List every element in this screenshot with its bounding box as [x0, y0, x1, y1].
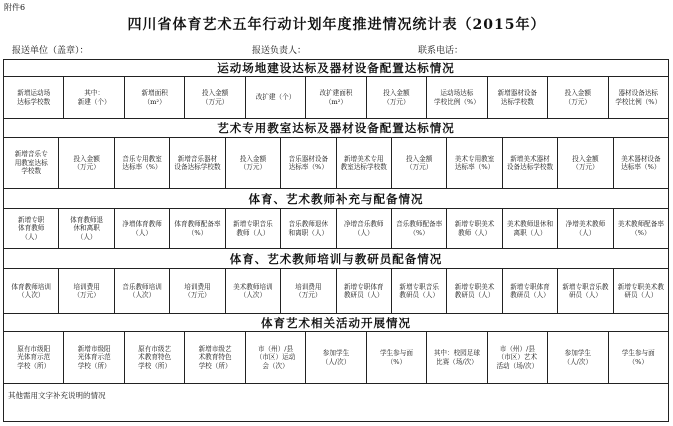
- reporting-unit-label: 报送单位（盖章）：: [12, 46, 89, 56]
- column-header-cell: 美术专用教室 达标率（%）: [447, 138, 502, 188]
- section-columns-sports-facilities: [4, 77, 668, 119]
- column-header-cell: 新增专职 体育教师 （人）: [4, 209, 59, 248]
- column-header-cell: 新增专职美术 教师（人）: [447, 209, 502, 248]
- column-header-cell: 体育教师退 休和离职 （人）: [59, 209, 114, 248]
- column-header-cell: 投入金额 （万元）: [367, 77, 427, 118]
- section-columns-teacher-training: [4, 269, 668, 314]
- column-header-cell: 改扩建（个）: [246, 77, 306, 118]
- column-header-cell: 音乐教师配备率 （%）: [392, 209, 447, 248]
- column-header-cell: 原有市级阳 光体育示范 学校（所）: [4, 332, 64, 383]
- column-header-cell: 美术器材设备 达标率（%）: [621, 154, 661, 171]
- column-header-cell: 新增音乐专 用教室达标 学校数: [4, 138, 59, 188]
- column-header-cell: 新增专职体育 教研员（人）: [503, 269, 558, 313]
- column-header-cell: 新增市级艺 术教育特色 学校（所）: [185, 332, 245, 383]
- column-header-cell: 投入金额 （万元）: [59, 138, 114, 188]
- column-header-cell: 新增专职音乐教 研员（人）: [558, 269, 613, 313]
- column-header-cell: 新增专职音乐 教研员（人）: [392, 269, 447, 313]
- column-header-cell: 其中： 新建（个）: [64, 77, 124, 118]
- column-header-cell: 新增美术专用 教室达标学校数: [337, 138, 392, 188]
- column-header-cell: 投入金额 （万元）: [558, 138, 613, 188]
- column-header-cell: 新增专职美术教 研员（人）: [617, 282, 664, 299]
- column-header-cell: 投入金额 （万元）: [548, 77, 608, 118]
- column-header-cell: 音乐教师退休 和离职（人）: [281, 209, 336, 248]
- column-header-cell: 体育教师配备率 （%）: [170, 209, 225, 248]
- column-header-cell: 净增美术教师 （人）: [558, 209, 613, 248]
- column-header-cell: 美术教师配备率 （%）: [617, 220, 664, 237]
- column-header-cell: 投入金额 （万元）: [185, 77, 245, 118]
- column-header-cell: 培训费用 （万元）: [281, 269, 336, 313]
- responsible-person-label: 报送负责人：: [252, 46, 307, 56]
- section-title-sports-facilities: 运动场地建设达标及器材设备配置达标情况: [4, 60, 668, 77]
- contact-phone-label: 联系电话：: [418, 46, 464, 56]
- column-header-cell: 新增音乐器材 设备达标学校数: [170, 138, 225, 188]
- section-columns-art-classrooms: [4, 138, 668, 189]
- section-title-activities: 体育艺术相关活动开展情况: [4, 314, 668, 332]
- column-header-cell: 新增专职音乐 教师（人）: [226, 209, 281, 248]
- column-header-cell: 投入金额 （万元）: [392, 138, 447, 188]
- column-header-cell: 参加学生 （人/次）: [548, 332, 608, 383]
- column-header-cell: 净增音乐教师 （人）: [337, 209, 392, 248]
- supplementary-notes[interactable]: [4, 384, 668, 422]
- column-header-cell: 培训费用 （万元）: [59, 269, 114, 313]
- statistics-form-table: [3, 59, 669, 422]
- column-header-cell: 净增体育教师 （人）: [115, 209, 170, 248]
- section-columns-activities: [4, 332, 668, 384]
- section-title-teacher-training: 体育、艺术教师培训与教研员配备情况: [4, 249, 668, 269]
- column-header-cell: 美术教师培训 （人次）: [226, 269, 281, 313]
- column-header-cell: 改扩建面积 （m²）: [306, 77, 366, 118]
- supplementary-notes-label: 其他需用文字补充说明的情况: [8, 391, 106, 400]
- column-header-cell: 新增市级阳 光体育示范 学校（所）: [64, 332, 124, 383]
- column-header-cell: 美术教师退休和 离职（人）: [503, 209, 558, 248]
- column-header-cell: 新增美术器材 设备达标学校数: [503, 138, 558, 188]
- column-header-cell: 音乐器材设备 达标率（%）: [281, 138, 336, 188]
- column-header-cell: 音乐专用教室 达标率（%）: [115, 138, 170, 188]
- column-header-cell: 新增运动场 达标学校数: [4, 77, 64, 118]
- column-header-cell: 新增专职美术 教研员（人）: [447, 269, 502, 313]
- column-header-cell: 参加学生 （人/次）: [306, 332, 366, 383]
- column-header-cell: 市（州）/县 （市区）艺术 活动（场/次）: [488, 332, 548, 383]
- section-title-teacher-staffing: 体育、艺术教师补充与配备情况: [4, 189, 668, 209]
- column-header-cell: 学生参与面 （%）: [621, 349, 655, 366]
- column-header-cell: 音乐教师培训 （人次）: [115, 269, 170, 313]
- column-header-cell: 其中：校园足球 比赛（场/次）: [427, 332, 487, 383]
- column-header-cell: 器材设备达标 学校比例（%）: [615, 89, 662, 106]
- column-header-cell: 新增专职体育 教研员（人）: [337, 269, 392, 313]
- column-header-cell: 投入金额 （万元）: [226, 138, 281, 188]
- column-header-cell: 学生参与面 （%）: [367, 332, 427, 383]
- section-title-art-classrooms: 艺术专用教室达标及器材设备配置达标情况: [4, 119, 668, 138]
- section-columns-teacher-staffing: [4, 209, 668, 249]
- column-header-cell: 培训费用 （万元）: [170, 269, 225, 313]
- column-header-cell: 新增器材设备 达标学校数: [488, 77, 548, 118]
- column-header-cell: 体育教师培训 （人次）: [4, 269, 59, 313]
- column-header-cell: 市（州）/县 （市区）运动 会（次）: [246, 332, 306, 383]
- page-title: 四川省体育艺术五年行动计划年度推进情况统计表（2015年）: [127, 17, 546, 33]
- column-header-cell: 新增面积 （m²）: [125, 77, 185, 118]
- column-header-cell: 原有市级艺 术教育特色 学校（所）: [125, 332, 185, 383]
- column-header-cell: 运动场达标 学校比例（%）: [427, 77, 487, 118]
- attachment-label: 附件6: [4, 3, 26, 12]
